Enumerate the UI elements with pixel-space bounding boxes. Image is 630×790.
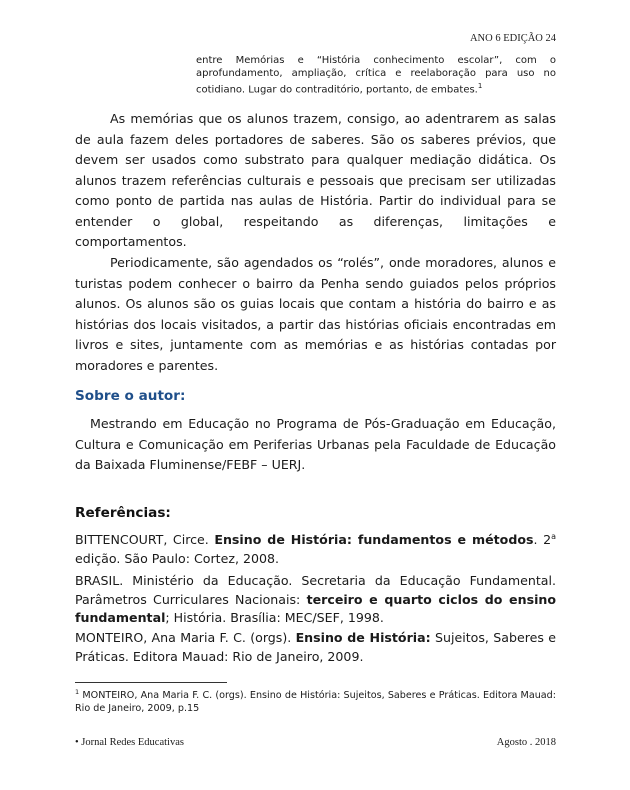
reference-title: Ensino de História: <box>295 630 431 645</box>
reference-text: . 2 <box>533 532 552 548</box>
author-heading: Sobre o autor: <box>75 388 186 404</box>
reference-text: MONTEIRO, Ana Maria F. C. (orgs). <box>75 630 296 645</box>
reference-text: BITTENCOURT, Circe. <box>75 532 215 548</box>
footnote <box>75 686 556 715</box>
references-heading: Referências: <box>75 505 171 521</box>
journal-name: • Jornal Redes Educativas <box>75 737 184 748</box>
reference-title: Ensino de História: fundamentos e métodos <box>214 532 534 548</box>
quote-text: entre Memórias e “História conhecimento escolar”, com o aprofundamento, ampliação, crítica e reelaboração para uso no cotidiano. Lugar do contraditório, portanto, de embates. <box>196 55 556 96</box>
body-paragraph: As memórias que os alunos trazem, consigo, ao adentrarem as salas de aula fazem deles portadores de saberes. São os saberes prévios, que devem ser usados como substrato para qualquer mediação didática. Os alunos trazem referências culturais e pessoais que precisam ser utilizadas como ponto de partida nas aulas de História. Partir do individual para se entender o global, respeitando as diferenças, limitações e comportamentos. <box>75 111 556 249</box>
reference-item <box>75 629 556 666</box>
reference-text: Sujeitos, Saberes e Práticas. Editora Mauad: Rio de Janeiro, 2009. <box>75 630 556 664</box>
reference-text: ; História. Brasília: MEC/SEF, 1998. <box>165 610 384 625</box>
reference-text: BRASIL. Ministério da Educação. Secretaria da Educação Fundamental. Parâmetros Curriculares Nacionais: <box>75 573 556 607</box>
block-quote <box>196 54 556 96</box>
reference-item <box>75 572 556 628</box>
author-bio: Mestrando em Educação no Programa de Pós-Graduação em Educação, Cultura e Comunicação em Periferias Urbanas pela Faculdade de Educação da Baixada Fluminense/FEBF – UERJ. <box>75 416 556 472</box>
footnote-number: 1 <box>75 688 80 696</box>
footnote-marker: 1 <box>477 82 483 90</box>
footnote-divider <box>75 682 227 683</box>
issue-header: ANO 6 EDIÇÃO 24 <box>469 33 556 44</box>
footnote-text: MONTEIRO, Ana Maria F. C. (orgs). Ensino de História: Sujeitos, Saberes e Práticas. Editora Mauad: Rio de Janeiro, 2009, p.15 <box>75 690 556 714</box>
publication-date: Agosto . 2018 <box>496 737 556 748</box>
reference-text: edição. São Paulo: Cortez, 2008. <box>75 550 280 566</box>
body-paragraph: Periodicamente, são agendados os “rolés”, onde moradores, alunos e turistas podem conhecer o bairro da Penha sendo guiados pelos próprios alunos. Os alunos são os guias locais que contam a história do bairro e as histórias dos locais visitados, a partir das histórias oficiais encontradas em livros e sites, juntamente com as memórias e as histórias contadas por moradores e parentes. <box>75 255 556 373</box>
reference-item <box>75 528 556 568</box>
reference-title: terceiro e quarto ciclos do ensino fundamental <box>75 591 556 625</box>
ordinal-superscript: a <box>551 532 556 541</box>
